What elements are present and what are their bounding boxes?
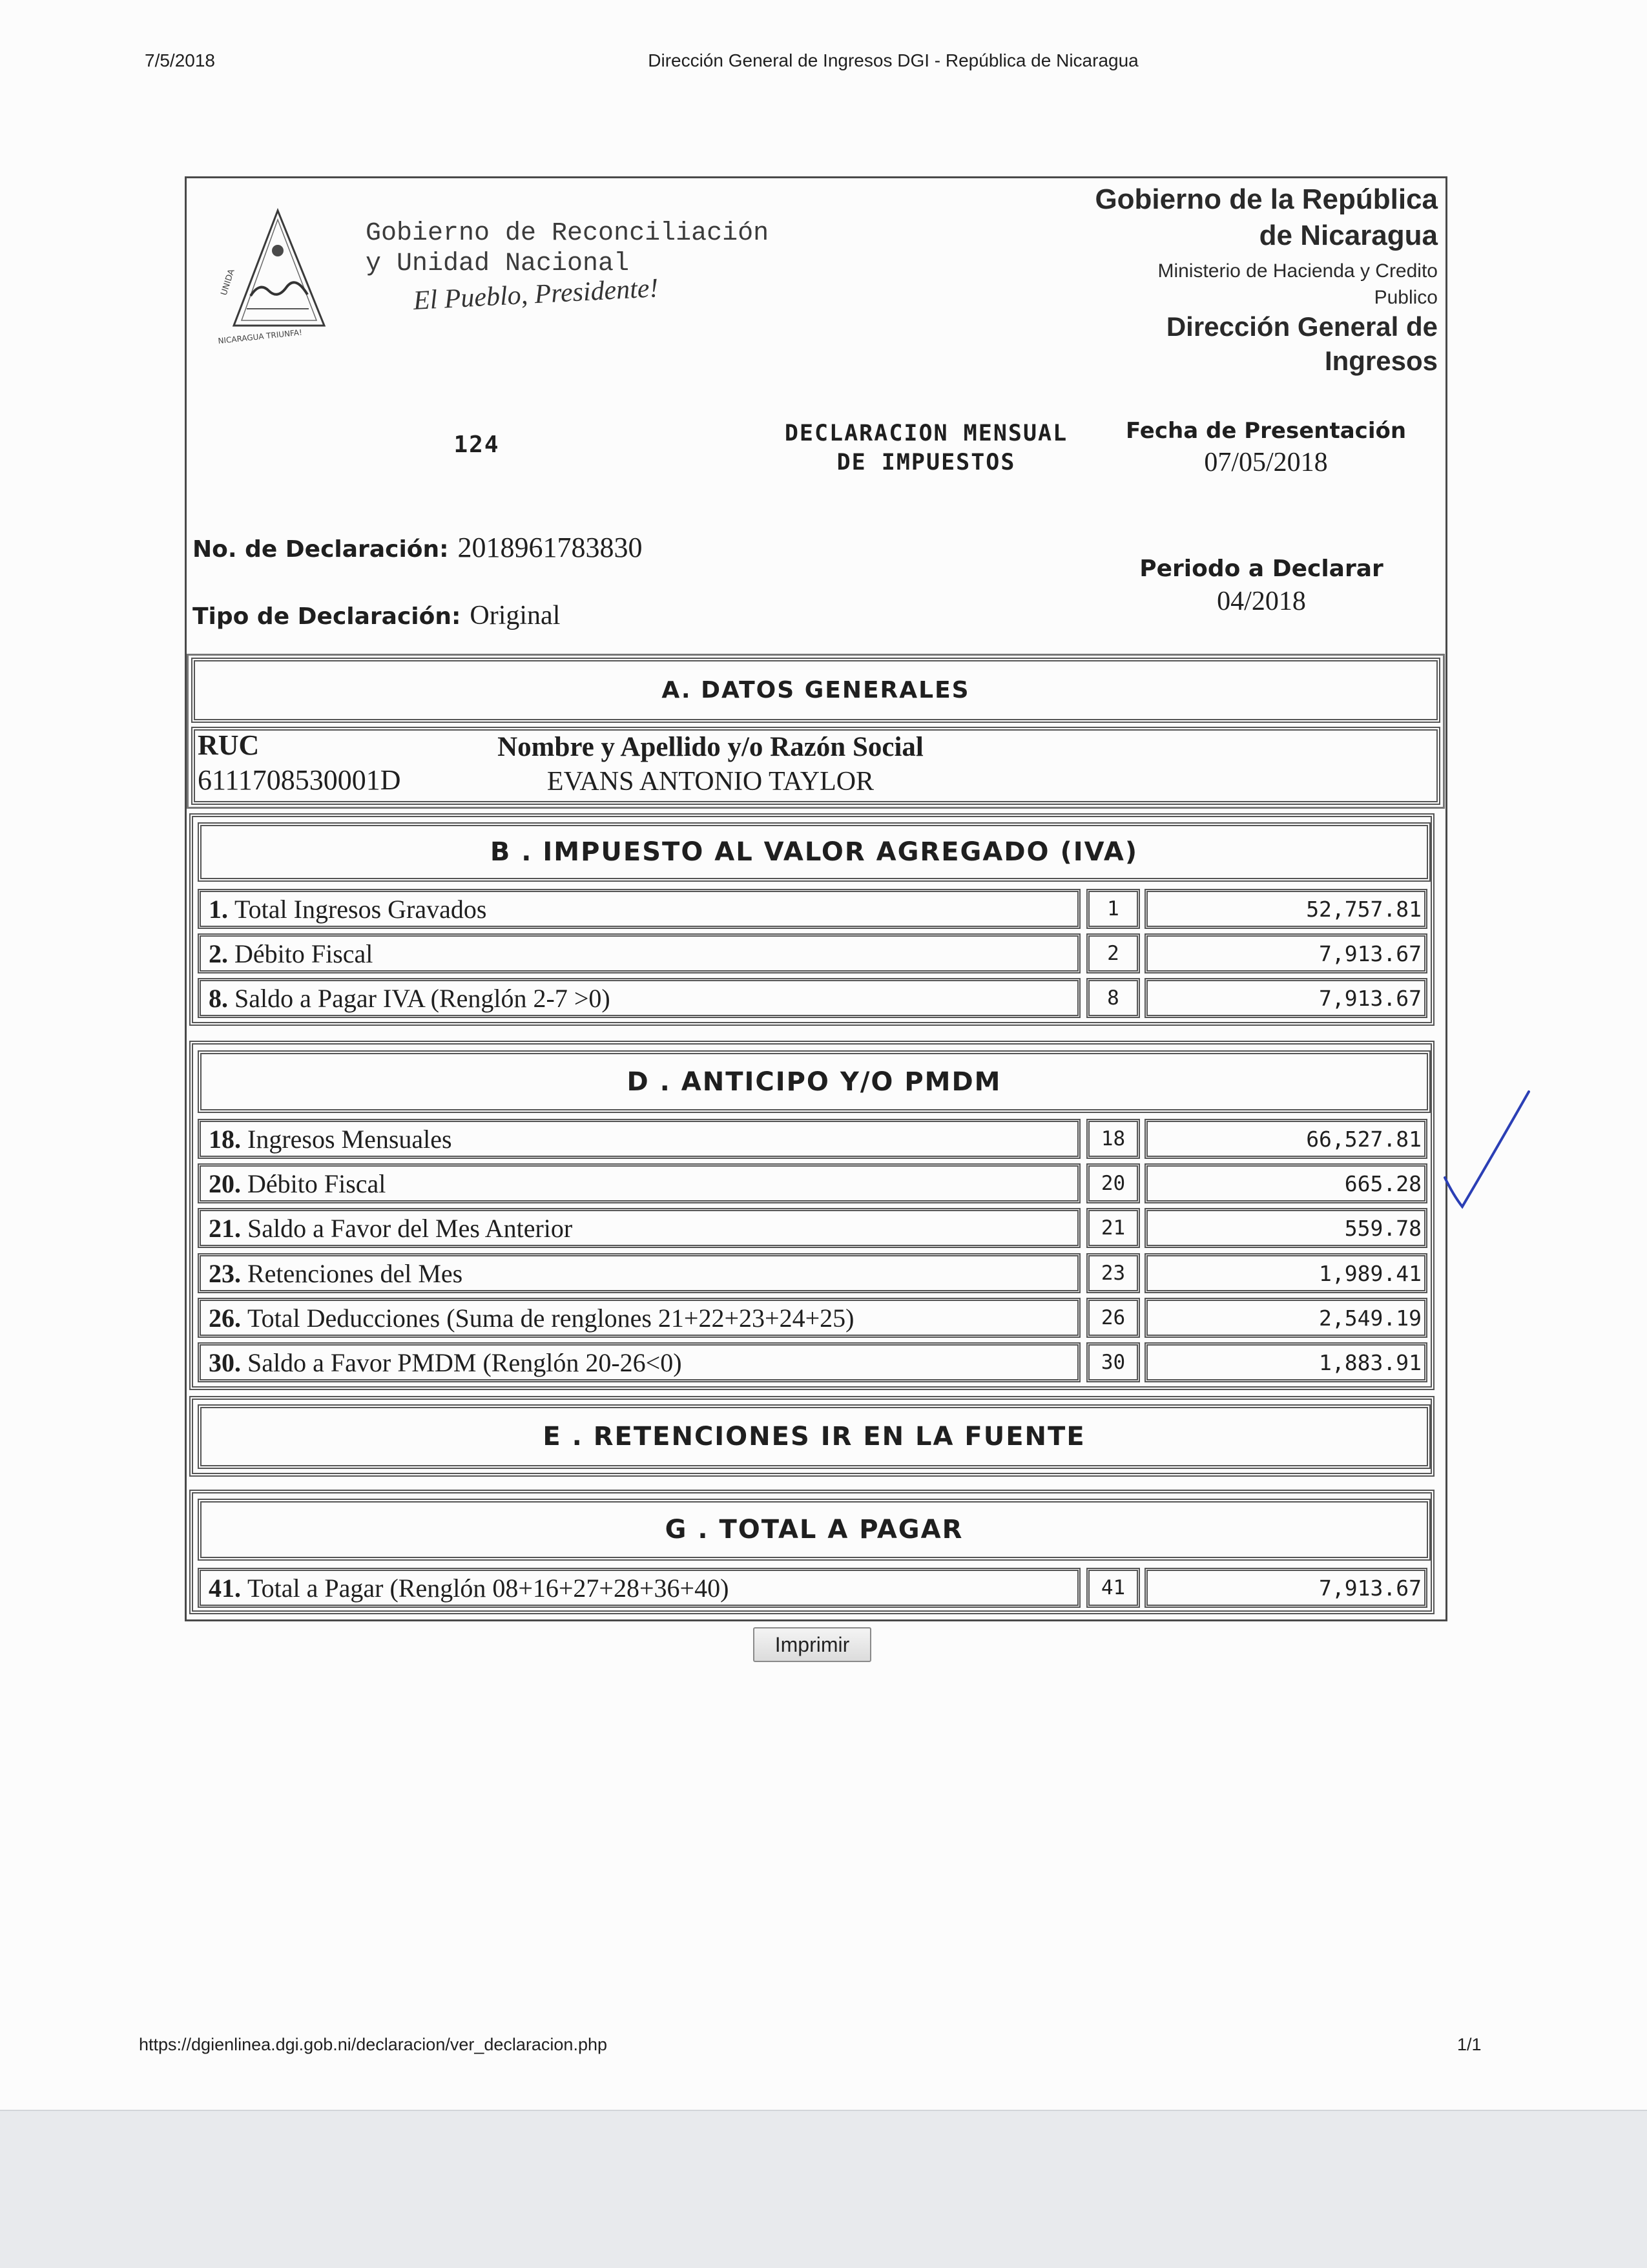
row-code: 18 [1086, 1119, 1140, 1159]
row-label-cell [198, 1119, 1081, 1159]
row-label: Ingresos Mensuales [247, 1124, 452, 1154]
emblem-bottom-text: NICARAGUA TRIUNFA! [217, 328, 303, 346]
row-value: 1,883.91 [1145, 1342, 1427, 1382]
row-label-cell [198, 1253, 1081, 1293]
section-b-title: B . IMPUESTO AL VALOR AGREGADO (IVA) [198, 822, 1431, 882]
row-value: 2,549.19 [1145, 1298, 1427, 1338]
row-code: 20 [1086, 1163, 1140, 1203]
row-value: 665.28 [1145, 1163, 1427, 1203]
anticipo-row [198, 1208, 1431, 1248]
row-label-cell [198, 1342, 1081, 1382]
row-number: 30. [209, 1347, 241, 1377]
section-a-title: A. DATOS GENERALES [191, 658, 1440, 723]
nombre-label: Nombre y Apellido y/o Razón Social [497, 732, 924, 762]
row-value: 66,527.81 [1145, 1119, 1427, 1159]
row-label-cell [198, 1568, 1081, 1608]
row-number: 23. [209, 1258, 241, 1288]
tipo-declaracion-field [192, 598, 560, 640]
tipo-declaracion-label: Tipo de Declaración: [192, 603, 461, 630]
anticipo-row [198, 1253, 1431, 1293]
anticipo-row [198, 1163, 1431, 1203]
row-number: 1. [209, 894, 228, 924]
row-code: 41 [1086, 1568, 1140, 1608]
iva-row [198, 889, 1431, 929]
row-label-cell [198, 978, 1081, 1018]
page-url: https://dgienlinea.dgi.gob.ni/declaracion/ver_declaracion.php [139, 2035, 607, 2054]
row-value: 7,913.67 [1145, 1568, 1427, 1608]
ruc-value: 6111708530001D [198, 764, 401, 796]
nombre-value: EVANS ANTONIO TAYLOR [546, 767, 875, 796]
ruc-label: RUC [198, 729, 260, 761]
row-label: Total Ingresos Gravados [234, 894, 487, 924]
periodo-label: Periodo a Declarar [1139, 556, 1383, 582]
no-declaracion-label: No. de Declaración: [192, 536, 449, 563]
tipo-declaracion-value: Original [470, 601, 561, 630]
fecha-value: 07/05/2018 [1204, 448, 1328, 477]
row-label-cell [198, 933, 1081, 973]
form-title [732, 419, 1120, 477]
row-value: 52,757.81 [1145, 889, 1427, 929]
row-code: 21 [1086, 1208, 1140, 1248]
logo-line-2: y Unidad Nacional [366, 249, 630, 278]
anticipo-row [198, 1298, 1431, 1338]
print-date: 7/5/2018 [145, 50, 215, 70]
row-code: 1 [1086, 889, 1140, 929]
section-d-title: D . ANTICIPO Y/O PMDM [198, 1050, 1431, 1113]
anticipo-row [198, 1119, 1431, 1159]
row-code: 8 [1086, 978, 1140, 1018]
fecha-label: Fecha de Presentación [1125, 418, 1407, 444]
ministry-line-1: Ministerio de Hacienda y Credito [1157, 260, 1438, 282]
gov-title-line-1: Gobierno de la República [1095, 183, 1438, 215]
row-label: Saldo a Favor del Mes Anterior [247, 1213, 573, 1243]
row-value: 559.78 [1145, 1208, 1427, 1248]
row-number: 26. [209, 1303, 241, 1333]
form-title-line-1: DECLARACION MENSUAL [784, 421, 1068, 446]
row-label: Saldo a Pagar IVA (Renglón 2-7 >0) [234, 983, 610, 1013]
scan-background [0, 2110, 1647, 2268]
handwritten-slogan: El Pueblo, Presidente! [412, 273, 659, 316]
no-declaracion-field [192, 530, 643, 572]
iva-row [198, 933, 1431, 973]
anticipo-row [198, 1342, 1431, 1382]
page-count: 1/1 [1457, 2035, 1482, 2054]
row-number: 8. [209, 983, 228, 1013]
row-label: Retenciones del Mes [247, 1258, 463, 1288]
row-value: 7,913.67 [1145, 933, 1427, 973]
row-code: 2 [1086, 933, 1140, 973]
row-label-cell [198, 889, 1081, 929]
row-label: Débito Fiscal [234, 939, 373, 968]
dgi-line-2: Ingresos [1324, 346, 1438, 376]
row-code: 26 [1086, 1298, 1140, 1338]
government-emblem-icon [213, 205, 342, 351]
section-e-title: E . RETENCIONES IR EN LA FUENTE [198, 1404, 1431, 1469]
gov-title-line-2: de Nicaragua [1259, 220, 1438, 251]
print-page-title: Dirección General de Ingresos DGI - República de Nicaragua [648, 50, 1139, 70]
row-number: 20. [209, 1169, 241, 1198]
row-number: 21. [209, 1213, 241, 1243]
print-button[interactable]: Imprimir [753, 1627, 871, 1662]
row-value: 1,989.41 [1145, 1253, 1427, 1293]
no-declaracion-value: 2018961783830 [457, 532, 643, 563]
total-row [198, 1568, 1431, 1608]
section-g-title: G . TOTAL A PAGAR [198, 1499, 1431, 1561]
iva-row [198, 978, 1431, 1018]
dgi-line-1: Dirección General de [1166, 311, 1438, 342]
row-number: 18. [209, 1124, 241, 1154]
row-number: 2. [209, 939, 228, 968]
row-number: 41. [209, 1573, 241, 1603]
form-number: 124 [453, 432, 500, 458]
row-label-cell [198, 1163, 1081, 1203]
row-label-cell [198, 1298, 1081, 1338]
periodo-value: 04/2018 [1217, 587, 1306, 616]
row-label: Débito Fiscal [247, 1169, 386, 1198]
row-code: 30 [1086, 1342, 1140, 1382]
pen-checkmark-icon [1434, 1079, 1544, 1221]
row-code: 23 [1086, 1253, 1140, 1293]
emblem-left-text: UNIDA [219, 267, 237, 297]
row-label: Total Deducciones (Suma de renglones 21+22+23+24+25) [247, 1303, 855, 1333]
ministry-line-2: Publico [1374, 287, 1438, 308]
row-label: Saldo a Favor PMDM (Renglón 20-26<0) [247, 1347, 682, 1377]
logo-line-1: Gobierno de Reconciliación [366, 219, 769, 248]
row-value: 7,913.67 [1145, 978, 1427, 1018]
row-label: Total a Pagar (Renglón 08+16+27+28+36+40) [247, 1573, 729, 1603]
row-label-cell [198, 1208, 1081, 1248]
form-title-line-2: DE IMPUESTOS [836, 450, 1016, 475]
